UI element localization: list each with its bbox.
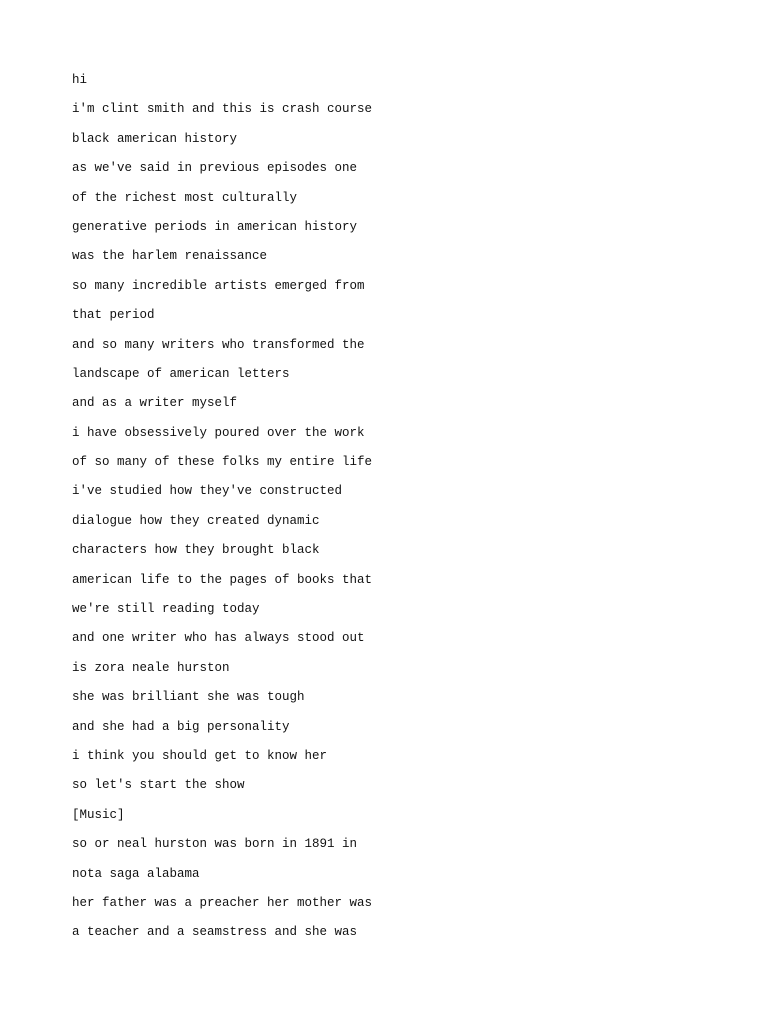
- transcript-line: as we've said in previous episodes one: [72, 161, 358, 176]
- transcript-line: i've studied how they've constructed: [72, 484, 343, 499]
- transcript-line: she was brilliant she was tough: [72, 690, 305, 705]
- transcript-line: i'm clint smith and this is crash course: [72, 102, 373, 117]
- transcript-line: so or neal hurston was born in 1891 in: [72, 837, 358, 852]
- transcript-line: of so many of these folks my entire life: [72, 455, 373, 470]
- transcript-line: i have obsessively poured over the work: [72, 425, 365, 440]
- transcript-line: nota saga alabama: [72, 866, 200, 881]
- transcript-text: [72, 66, 732, 948]
- transcript-line: that period: [72, 308, 155, 323]
- transcript-line: and so many writers who transformed the: [72, 337, 365, 352]
- transcript-line: and as a writer myself: [72, 396, 238, 411]
- transcript-line: is zora neale hurston: [72, 660, 230, 675]
- transcript-line: so many incredible artists emerged from: [72, 278, 365, 293]
- transcript-line: a teacher and a seamstress and she was: [72, 925, 358, 940]
- transcript-line: of the richest most culturally: [72, 190, 298, 205]
- transcript-line: dialogue how they created dynamic: [72, 513, 320, 528]
- transcript-line: black american history: [72, 131, 238, 146]
- transcript-line: and one writer who has always stood out: [72, 631, 365, 646]
- transcript-line: hi: [72, 73, 88, 87]
- transcript-line: her father was a preacher her mother was: [72, 895, 373, 910]
- transcript-line: landscape of american letters: [72, 366, 290, 381]
- transcript-line: was the harlem renaissance: [72, 249, 268, 264]
- transcript-line: american life to the pages of books that: [72, 572, 373, 587]
- transcript-line: so let's start the show: [72, 778, 245, 793]
- transcript-line: we're still reading today: [72, 602, 260, 617]
- transcript-line: and she had a big personality: [72, 719, 290, 734]
- transcript-line: characters how they brought black: [72, 543, 320, 558]
- transcript-line: [Music]: [72, 807, 125, 822]
- transcript-line: generative periods in american history: [72, 219, 358, 234]
- transcript-line: i think you should get to know her: [72, 748, 328, 763]
